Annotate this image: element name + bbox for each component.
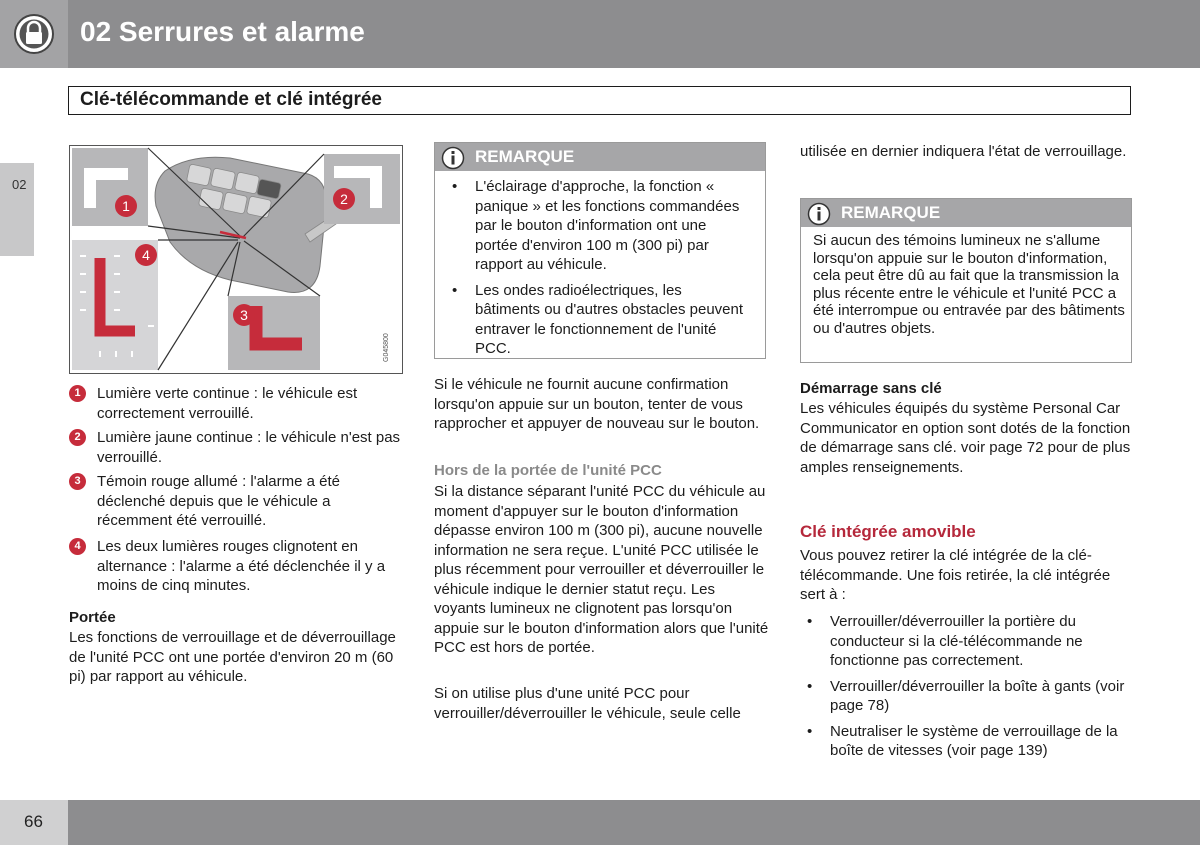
svg-text:4: 4: [142, 247, 150, 263]
portee-heading: Portée: [69, 609, 116, 626]
info-icon: [807, 202, 831, 226]
remote-key-fob: [155, 157, 336, 292]
cle-list-item: • Neutraliser le système de verrouillage de la boîte de vitesses (voir page 139): [800, 722, 1130, 761]
chapter-title: 02 Serrures et alarme: [80, 16, 365, 47]
side-tab-label: 02: [12, 177, 27, 192]
col3-continued-text: utilisée en dernier indiquera l'état de verrouillage.: [800, 143, 1127, 160]
col2-subheading: Hors de la portée de l'unité PCC: [434, 462, 662, 479]
page-number: 66: [24, 812, 43, 831]
demarrage-text: Les véhicules équipés du système Personal Car Communicator en option sont dotés de la fonction de démarrage sans clé. voir page 72 pour de plus amples renseignements.: [800, 400, 1131, 476]
legend-text: Les deux lumières rouges clignotent en alternance : l'alarme a été déclenchée il y a moins de cinq minutes.: [97, 538, 386, 594]
note2-text: Si aucun des témoins lumineux ne s'allume lorsqu'on appuie sur le bouton d'information, cela peut être dû au fait que la transmission la plus récente entre le véhicule et l'unité PCC a été interrompue ou entravée par des bâtiments ou d'autres objets.: [813, 232, 1125, 337]
legend-number: 2: [69, 429, 86, 446]
col2-para1: Si le véhicule ne fournit aucune confirmation lorsqu'on appuie sur un bouton, tenter de vous rapprocher et appuyer de nouveau sur le bouton.: [434, 376, 760, 432]
legend-item-4: [69, 537, 409, 596]
legend-number: 3: [69, 473, 86, 490]
note-box-2: [800, 198, 1132, 363]
legend-item-2: [69, 428, 409, 467]
cle-heading: Clé intégrée amovible: [800, 522, 976, 541]
col2-para3: Si on utilise plus d'une unité PCC pour verrouiller/déverrouiller le véhicule, seule celle: [434, 685, 741, 722]
figure-code: G045800: [383, 333, 390, 362]
col2-para2: Si la distance séparant l'unité PCC du véhicule au moment d'appuyer sur le bouton d'information dépasse environ 100 m (300 pi), aucune nouvelle information ne sera reçue. L'unité PCC utilisée le plus récemment pour verrouiller et déverrouiller le véhicule indique le dernier statut reçu. Les voyants lumineux ne clignotent pas lorsqu'on appuie sur le bouton d'information alors que l'unité PCC est hors de portée.: [434, 483, 769, 656]
svg-text:1: 1: [122, 198, 130, 214]
cle-list-item: • Verrouiller/déverrouiller la boîte à gants (voir page 78): [800, 677, 1130, 716]
cle-list-item: • Verrouiller/déverrouiller la portière du conducteur si la clé-télécommande ne fonctionne pas correctement.: [800, 612, 1130, 671]
legend-number: 4: [69, 538, 86, 555]
note-label: REMARQUE: [841, 203, 941, 222]
section-title: Clé-télécommande et clé intégrée: [80, 89, 382, 110]
note-box-1: [434, 142, 766, 359]
note-list-item: • L'éclairage d'approche, la fonction « panique » et les fonctions commandées par le bouton d'information ont une portée d'environ 100 m (300 pi) par rapport au véhicule.: [445, 177, 750, 275]
legend-item-1: [69, 384, 409, 423]
figure-marker-3: [233, 304, 255, 326]
note-header: [435, 143, 765, 171]
svg-text:3: 3: [240, 307, 248, 323]
svg-text:2: 2: [340, 191, 348, 207]
figure-marker-1: [115, 195, 137, 217]
portee-text: Les fonctions de verrouillage et de déverrouillage de l'unité PCC ont une portée d'environ 20 m (60 pi) par rapport au véhicule.: [69, 629, 396, 685]
cle-text: Vous pouvez retirer la clé intégrée de la clé-télécommande. Une fois retirée, la clé intégrée sert à :: [800, 547, 1111, 603]
note-header: [801, 199, 1131, 227]
figure-marker-4: [135, 244, 157, 266]
legend-text: Témoin rouge allumé : l'alarme a été déclenché depuis que le véhicule a récemment été verrouillé.: [97, 473, 340, 529]
demarrage-heading: Démarrage sans clé: [800, 380, 942, 397]
padlock-icon: [0, 0, 68, 68]
key-fob-drawing: [70, 146, 402, 373]
chapter-icon-box: [0, 0, 68, 68]
note-list-item: • Les ondes radioélectriques, les bâtiments ou d'autres obstacles peuvent entraver le fonctionnement de l'unité PCC.: [445, 281, 750, 359]
legend-item-3: [69, 472, 409, 531]
legend-text: Lumière jaune continue : le véhicule n'est pas verrouillé.: [97, 429, 401, 466]
legend-number: 1: [69, 385, 86, 402]
note-label: REMARQUE: [475, 147, 575, 166]
info-icon: [441, 146, 465, 170]
figure-marker-2: [333, 188, 355, 210]
footer-bar: [68, 800, 1200, 845]
legend-text: Lumière verte continue : le véhicule est correctement verrouillé.: [97, 385, 358, 422]
key-fob-illustration: [69, 145, 403, 374]
